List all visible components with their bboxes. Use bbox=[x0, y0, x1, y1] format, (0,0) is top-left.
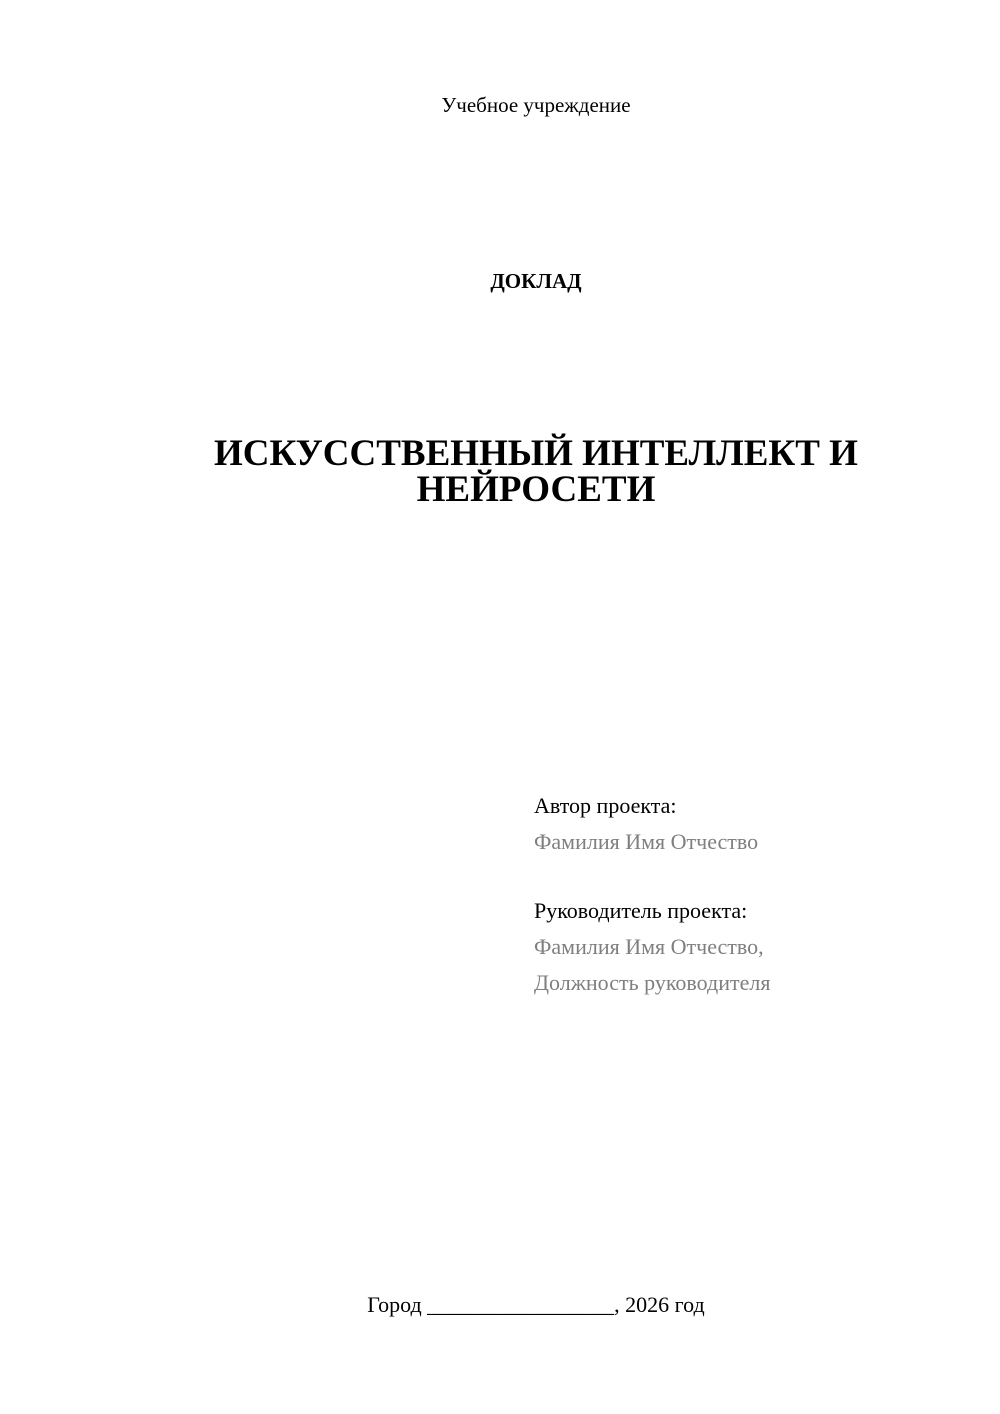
title-line-1: ИСКУССТВЕННЫЙ ИНТЕЛЛЕКТ И bbox=[214, 433, 858, 474]
institution-name: Учебное учреждение bbox=[441, 93, 631, 117]
city-year-footer: Город _________________, 2026 год bbox=[367, 1292, 705, 1317]
supervisor-label: Руководитель проекта: bbox=[534, 898, 748, 923]
supervisor-name: Фамилия Имя Отчество, bbox=[534, 934, 764, 959]
project-info bbox=[534, 788, 770, 1001]
title-line-2: НЕЙРОСЕТИ bbox=[416, 469, 656, 510]
supervisor-position: Должность руководителя bbox=[534, 970, 771, 995]
spacer bbox=[534, 860, 770, 893]
author-name: Фамилия Имя Отчество bbox=[534, 829, 759, 854]
author-label: Автор проекта: bbox=[534, 793, 677, 818]
document-type: ДОКЛАД bbox=[490, 269, 582, 293]
document-title bbox=[0, 433, 1000, 510]
